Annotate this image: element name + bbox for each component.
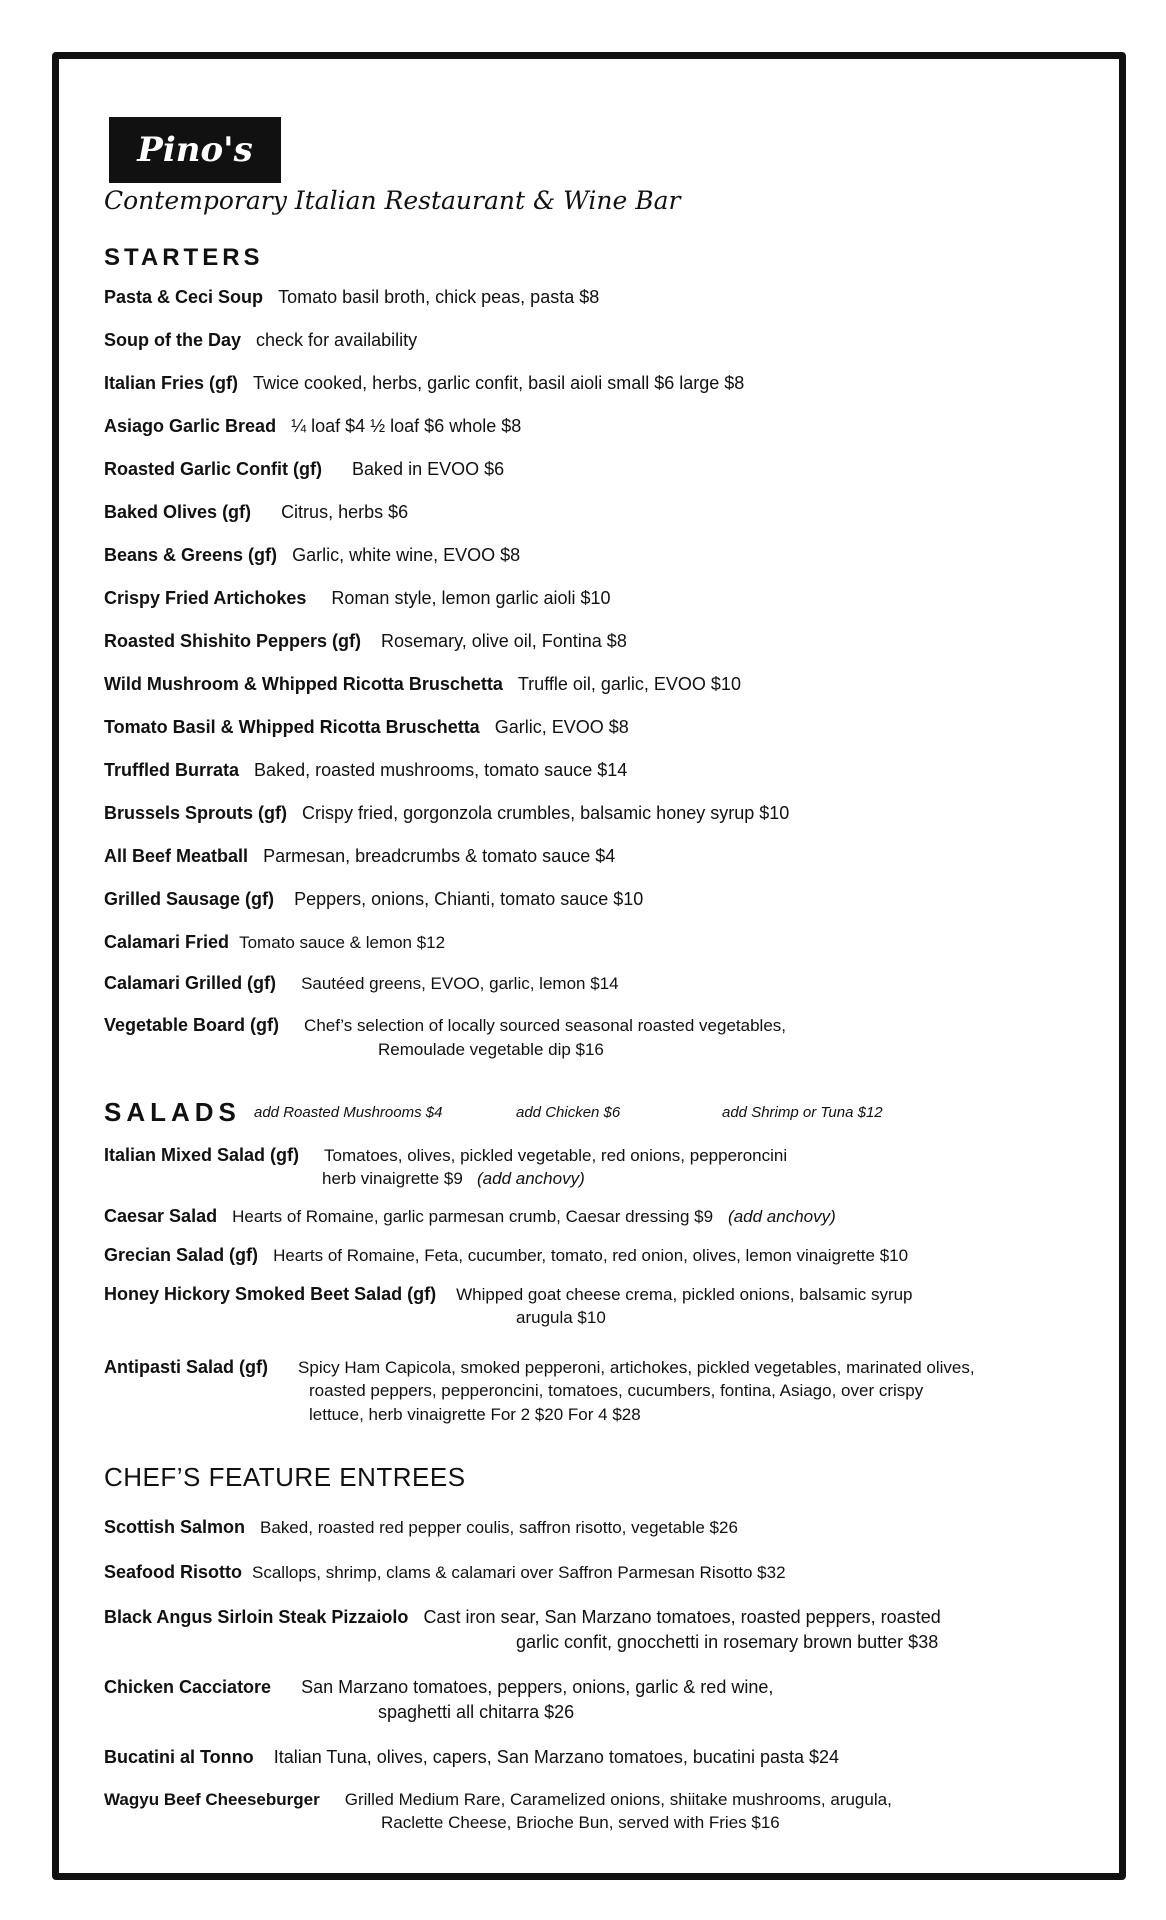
item-description: Spicy Ham Capicola, smoked pepperoni, artichokes, pickled vegetables, marinated olives, xyxy=(298,1358,975,1377)
item-name: Italian Mixed Salad (gf) xyxy=(104,1145,300,1165)
item-description: Garlic, white wine, EVOO $8 xyxy=(292,545,521,565)
item-name: All Beef Meatball xyxy=(104,846,249,866)
menu-item xyxy=(104,1607,941,1628)
item-description-continued: lettuce, herb vinaigrette For 2 $20 For 4 $28 xyxy=(309,1405,641,1424)
menu-item xyxy=(104,1145,787,1166)
item-description: Hearts of Romaine, Feta, cucumber, tomato, red onion, olives, lemon vinaigrette $10 xyxy=(273,1246,909,1265)
restaurant-logo: Pino's xyxy=(109,117,281,183)
item-description-continued-text: herb vinaigrette $9 xyxy=(322,1169,463,1188)
item-description: San Marzano tomatoes, peppers, onions, garlic & red wine, xyxy=(301,1677,774,1697)
add-anchovy-note: (add anchovy) xyxy=(728,1207,836,1226)
item-name: Black Angus Sirloin Steak Pizzaiolo xyxy=(104,1607,409,1627)
item-name: Bucatini al Tonno xyxy=(104,1747,254,1767)
menu-item xyxy=(104,973,619,994)
menu-item xyxy=(104,1517,738,1538)
salad-addon: add Roasted Mushrooms $4 xyxy=(254,1104,443,1121)
menu-item xyxy=(104,846,615,867)
item-description: Rosemary, olive oil, Fontina $8 xyxy=(381,631,627,651)
add-anchovy-note: (add anchovy) xyxy=(477,1169,585,1188)
item-description: Cast iron sear, San Marzano tomatoes, roasted peppers, roasted xyxy=(423,1607,941,1627)
item-description: Crispy fried, gorgonzola crumbles, balsamic honey syrup $10 xyxy=(302,803,790,823)
item-name: Vegetable Board (gf) xyxy=(104,1015,280,1035)
menu-item xyxy=(104,287,599,308)
item-description: ¼ loaf $4 ½ loaf $6 whole $8 xyxy=(291,416,522,436)
item-name: Wagyu Beef Cheeseburger xyxy=(104,1790,320,1809)
menu-item xyxy=(104,502,408,523)
item-name: Grilled Sausage (gf) xyxy=(104,889,275,909)
menu-item xyxy=(104,760,627,781)
item-name: Tomato Basil & Whipped Ricotta Bruschetta xyxy=(104,717,480,737)
item-description: Parmesan, breadcrumbs & tomato sauce $4 xyxy=(263,846,616,866)
menu-item xyxy=(104,545,520,566)
item-name: Crispy Fried Artichokes xyxy=(104,588,307,608)
menu-item xyxy=(104,932,445,953)
restaurant-tagline: Contemporary Italian Restaurant & Wine Bar xyxy=(104,186,681,215)
item-description: Grilled Medium Rare, Caramelized onions, shiitake mushrooms, arugula, xyxy=(344,1790,892,1809)
menu-item xyxy=(104,1284,913,1305)
item-name: Honey Hickory Smoked Beet Salad (gf) xyxy=(104,1284,437,1304)
item-name: Wild Mushroom & Whipped Ricotta Bruschetta xyxy=(104,674,503,694)
item-description-continued: spaghetti all chitarra $26 xyxy=(378,1702,575,1722)
item-name: Scottish Salmon xyxy=(104,1517,246,1537)
item-name: Italian Fries (gf) xyxy=(104,373,239,393)
item-name: Caesar Salad xyxy=(104,1206,218,1226)
item-name: Soup of the Day xyxy=(104,330,242,350)
item-description-continued: arugula $10 xyxy=(516,1308,606,1327)
menu-item xyxy=(104,1245,908,1266)
entrees-heading: CHEF’S FEATURE ENTREES xyxy=(104,1462,466,1492)
item-description: Tomato sauce & lemon $12 xyxy=(239,933,446,952)
item-description: Sautéed greens, EVOO, garlic, lemon $14 xyxy=(301,974,619,993)
item-description-continued: garlic confit, gnocchetti in rosemary brown butter $38 xyxy=(516,1632,939,1652)
item-name: Asiago Garlic Bread xyxy=(104,416,277,436)
menu-item xyxy=(104,1562,786,1583)
item-name: Calamari Grilled (gf) xyxy=(104,973,277,993)
item-description: Twice cooked, herbs, garlic confit, basil aioli small $6 large $8 xyxy=(253,373,745,393)
item-description: Whipped goat cheese crema, pickled onions, balsamic syrup xyxy=(456,1285,913,1304)
menu-item xyxy=(104,1789,892,1810)
item-description: Chef’s selection of locally sourced seasonal roasted vegetables, xyxy=(304,1016,786,1035)
item-name: Roasted Shishito Peppers (gf) xyxy=(104,631,362,651)
menu-item xyxy=(104,373,744,394)
item-name: Calamari Fried xyxy=(104,932,230,952)
item-description-continued: roasted peppers, pepperoncini, tomatoes, cucumbers, fontina, Asiago, over crispy xyxy=(309,1381,924,1400)
item-name: Baked Olives (gf) xyxy=(104,502,252,522)
menu-item xyxy=(104,717,629,738)
menu-item xyxy=(104,459,504,480)
item-description: Tomatoes, olives, pickled vegetable, red onions, pepperoncini xyxy=(324,1146,788,1165)
starters-heading: STARTERS xyxy=(104,244,264,271)
menu-item xyxy=(104,674,741,695)
item-description: Hearts of Romaine, garlic parmesan crumb, Caesar dressing $9 xyxy=(232,1207,714,1226)
item-description: Garlic, EVOO $8 xyxy=(494,717,629,737)
menu-item xyxy=(104,1677,773,1698)
item-name: Chicken Cacciatore xyxy=(104,1677,272,1697)
item-description: Roman style, lemon garlic aioli $10 xyxy=(331,588,611,608)
salads-heading: SALADS xyxy=(104,1097,241,1127)
menu-item xyxy=(104,889,643,910)
item-description: Citrus, herbs $6 xyxy=(281,502,409,522)
item-description: Tomato basil broth, chick peas, pasta $8 xyxy=(278,287,600,307)
menu-item xyxy=(104,588,611,609)
salad-addon: add Chicken $6 xyxy=(516,1104,621,1121)
item-description: Baked in EVOO $6 xyxy=(352,459,505,479)
item-description: Baked, roasted red pepper coulis, saffron risotto, vegetable $26 xyxy=(260,1518,738,1537)
menu-item xyxy=(104,330,417,351)
item-name: Truffled Burrata xyxy=(104,760,240,780)
item-name: Roasted Garlic Confit (gf) xyxy=(104,459,323,479)
menu-border xyxy=(52,52,1126,1880)
menu-item xyxy=(104,1747,839,1768)
item-name: Grecian Salad (gf) xyxy=(104,1245,259,1265)
menu-item xyxy=(104,631,627,652)
item-description-continued: Remoulade vegetable dip $16 xyxy=(378,1040,604,1059)
item-description: Peppers, onions, Chianti, tomato sauce $10 xyxy=(294,889,644,909)
item-name: Seafood Risotto xyxy=(104,1562,242,1582)
item-description-continued: Raclette Cheese, Brioche Bun, served with Fries $16 xyxy=(381,1813,780,1832)
item-description: Baked, roasted mushrooms, tomato sauce $14 xyxy=(254,760,628,780)
menu-item xyxy=(104,1206,836,1227)
item-name: Antipasti Salad (gf) xyxy=(104,1357,269,1377)
item-description: Truffle oil, garlic, EVOO $10 xyxy=(517,674,741,694)
menu-item xyxy=(104,1015,786,1036)
item-description-continued xyxy=(322,1169,585,1189)
item-description: check for availability xyxy=(256,330,418,350)
item-name: Beans & Greens (gf) xyxy=(104,545,278,565)
menu-item xyxy=(104,803,789,824)
item-name: Pasta & Ceci Soup xyxy=(104,287,264,307)
item-description: Scallops, shrimp, clams & calamari over Saffron Parmesan Risotto $32 xyxy=(252,1563,786,1582)
menu-item xyxy=(104,416,521,437)
item-description: Italian Tuna, olives, capers, San Marzano tomatoes, bucatini pasta $24 xyxy=(273,1747,840,1767)
item-name: Brussels Sprouts (gf) xyxy=(104,803,288,823)
menu-item xyxy=(104,1357,975,1378)
salad-addon: add Shrimp or Tuna $12 xyxy=(722,1104,883,1121)
